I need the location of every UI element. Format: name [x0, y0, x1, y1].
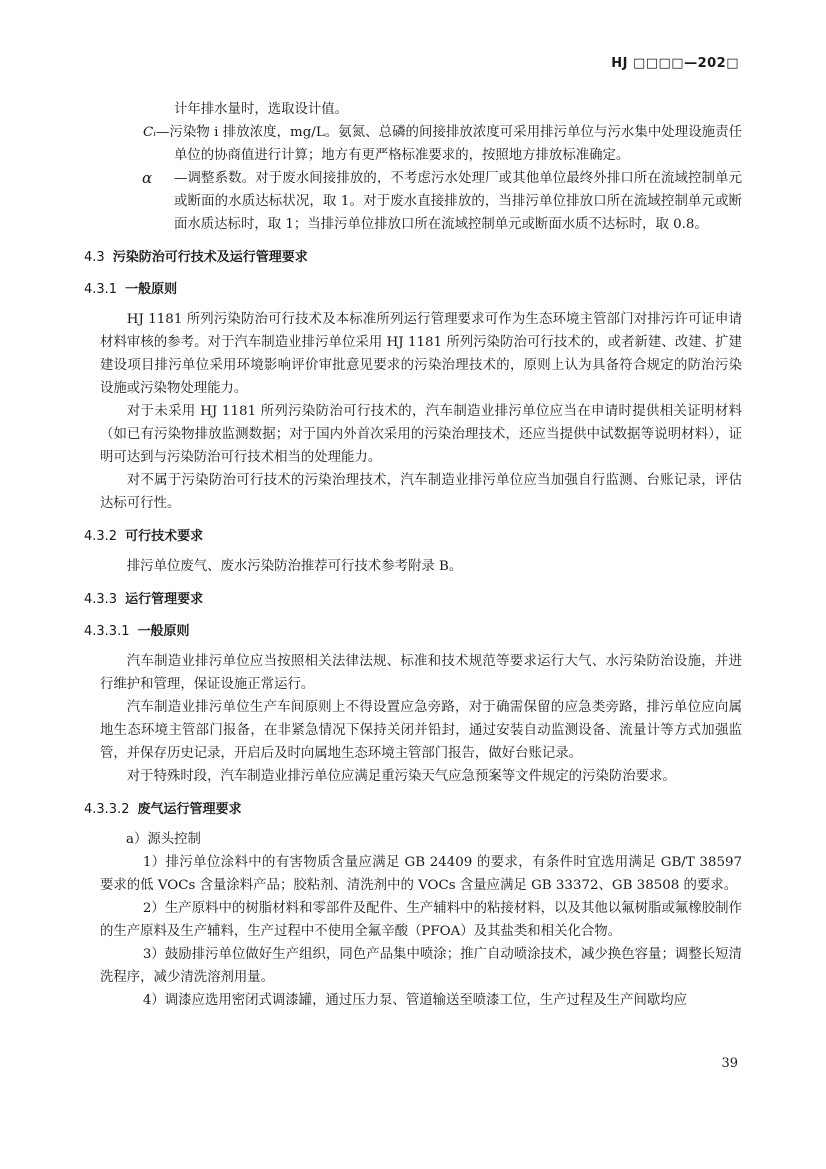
subsection-label: a）源头控制 — [126, 832, 201, 847]
paragraph: 对于未采用 HJ 1181 所列污染防治可行技术的，汽车制造业排污单位应当在申请时提供相关证明材料（如已有污染物排放监测数据；对于国内外首次采用的污染治理技术，还应当提供中试数据等说明材料），证明可达到与污染防治可行技术相当的处理能力。 — [100, 404, 742, 465]
paragraph: 汽车制造业排污单位应当按照相关法律法规、标准和技术规范等要求运行大气、水污染防治设施，并进行维护和管理，保证设施正常运行。 — [100, 654, 742, 692]
section-heading-4-3-3-1: 4.3.3.1 一般原则 — [84, 624, 190, 639]
section-heading-4-3-3: 4.3.3 运行管理要求 — [84, 592, 204, 607]
paragraph: HJ 1181 所列污染防治可行技术及本标准所列运行管理要求可作为生态环境主管部门对排污许可证申请材料审核的参考。对于汽车制造业排污单位采用 HJ 1181 所列污染防治可行技术的，或者新建、改建、扩建建设项目排污单位采用环境影响评价审批意见要求的污染治理技术的，原则上认为具备符合规定的防治污染设施或污染物处理能力。 — [100, 312, 742, 396]
ci-symbol: Cᵢ — [143, 125, 156, 140]
list-item: 3）鼓励排污单位做好生产组织，同色产品集中喷涂；推广自动喷涂技术，减少换色容量；调整长短清洗程序，减少清洗溶剂用量。 — [100, 947, 742, 985]
paragraph: 对不属于污染防治可行技术的污染治理技术，汽车制造业排污单位应当加强自行监测、台账记录，评估达标可行性。 — [100, 473, 742, 511]
section-heading-4-3-3-2: 4.3.3.2 废气运行管理要求 — [84, 802, 242, 817]
page-body — [84, 98, 742, 1012]
document-code-header: HJ □□□□—202□ — [611, 56, 739, 71]
ci-text: —污染物 i 排放浓度，mg/L。氨氮、总磷的间接排放浓度可采用排污单位与污水集中处理设施责任单位的协商值进行计算；地方有更严格标准要求的，按照地方排放标准确定。 — [155, 125, 742, 163]
list-item: 4）调漆应选用密闭式调漆罐，通过压力泵、管道输送至喷漆工位，生产过程及生产间歇均应 — [142, 993, 688, 1008]
alpha-symbol: α — [142, 169, 153, 187]
section-heading-4-3-2: 4.3.2 可行技术要求 — [84, 529, 204, 544]
alpha-text: —调整系数。对于废水间接排放的，不考虑污水处理厂或其他单位最终外排口所在流域控制单元或断面的水质达标状况，取 1。对于废水直接排放的，当排污单位排放口所在流域控制单元或断面水质达标时，取 1；当排污单位排放口所在流域控制单元或断面水质不达标时，取 0.8。 — [174, 171, 742, 232]
page-number: 39 — [721, 1056, 738, 1071]
section-heading-4-3: 4.3 污染防治可行技术及运行管理要求 — [84, 250, 308, 265]
paragraph: 汽车制造业排污单位生产车间原则上不得设置应急旁路，对于确需保留的应急类旁路，排污单位应向属地生态环境主管部门报备，在非紧急情况下保持关闭并铅封，通过安装自动监测设备、流量计等方式加强监管，并保存历史记录，开启后及时向属地生态环境主管部门报告，做好台账记录。 — [100, 700, 742, 761]
list-item: 2）生产原料中的树脂材料和零部件及配件、生产辅料中的粘接材料，以及其他以氟树脂或氟橡胶制作的生产原料及生产辅料，生产过程中不使用全氟辛酸（PFOA）及其盐类和相关化合物。 — [100, 901, 742, 939]
definition-alpha — [142, 167, 742, 236]
section-heading-4-3-1: 4.3.1 一般原则 — [84, 282, 178, 297]
paragraph: 排污单位废气、废水污染防治推荐可行技术参考附录 B。 — [126, 559, 463, 574]
list-item: 1）排污单位涂料中的有害物质含量应满足 GB 24409 的要求，有条件时宜选用满足 GB/T 38597 要求的低 VOCs 含量涂料产品；胶粘剂、清洗剂中的 VOCs 含量应满足 GB 33372、GB 38508 的要求。 — [100, 855, 742, 893]
definition-continuation: 计年排水量时，选取设计值。 — [174, 102, 349, 117]
definition-ci — [143, 121, 742, 167]
paragraph: 对于特殊时段，汽车制造业排污单位应满足重污染天气应急预案等文件规定的污染防治要求。 — [126, 769, 676, 784]
